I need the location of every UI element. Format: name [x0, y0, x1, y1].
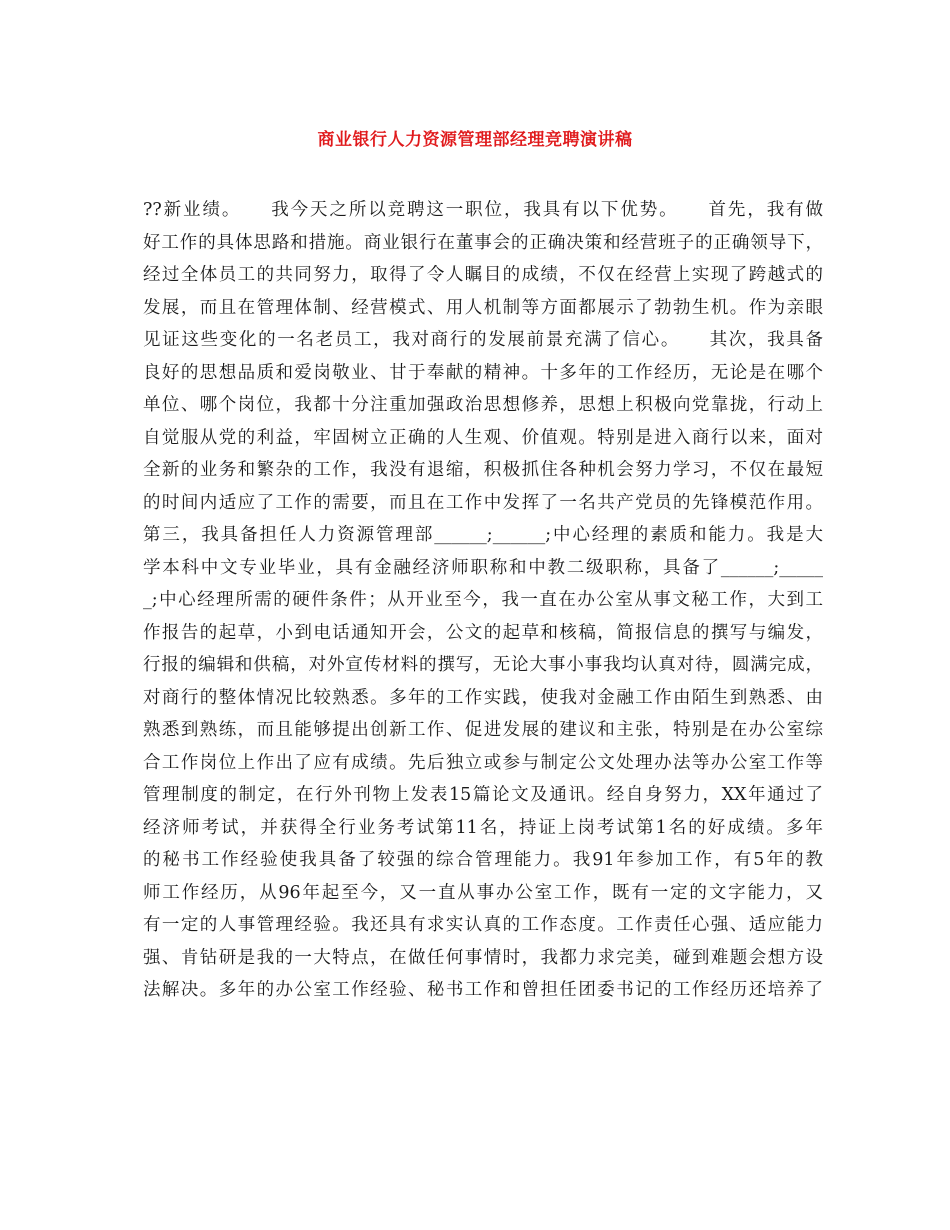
body-line: 单位、哪个岗位，我都十分注重加强政治思想修养，思想上积极向党靠拢，行动上: [143, 395, 823, 415]
body-line: 管理制度的制定，在行外刊物上发表15篇论文及通讯。经自身努力，XX年通过了: [143, 785, 823, 805]
body-line: 强、肯钻研是我的一大特点，在做任何事情时，我都力求完美，碰到难题会想方设: [143, 947, 823, 968]
document-title: 商业银行人力资源管理部经理竞聘演讲稿: [317, 130, 633, 150]
body-line: 合工作岗位上作出了应有成绩。先后独立或参与制定公文处理办法等办公室工作等: [143, 752, 823, 773]
body-line: 的时间内适应了工作的需要，而且在工作中发挥了一名共产党员的先锋模范作用。: [143, 492, 823, 513]
body-line: 法解决。多年的办公室工作经验、秘书工作和曾担任团委书记的工作经历还培养了: [143, 980, 823, 1000]
body-line: _;中心经理所需的硬件条件；从开业至今，我一直在办公室从事文秘工作，大到工: [143, 590, 823, 610]
body-line: 对商行的整体情况比较熟悉。多年的工作实践，使我对金融工作由陌生到熟悉、由: [143, 687, 823, 708]
document-body: [143, 194, 823, 1007]
body-line: 熟悉到熟练，而且能够提出创新工作、促进发展的建议和主张，特别是在办公室综: [143, 720, 823, 740]
body-line: 学本科中文专业毕业，具有金融经济师职称和中教二级职称，具备了______;_____: [143, 557, 823, 578]
body-line: 好工作的具体思路和措施。商业银行在董事会的正确决策和经营班子的正确领导下，: [143, 232, 823, 253]
body-line: ??新业绩。 我今天之所以竞聘这一职位，我具有以下优势。 首先，我有做: [143, 200, 823, 220]
body-line: 有一定的人事管理经验。我还具有求实认真的工作态度。工作责任心强、适应能力: [143, 915, 823, 935]
body-line: 发展，而且在管理体制、经营模式、用人机制等方面都展示了勃勃生机。作为亲眼: [143, 297, 823, 318]
body-line: 经济师考试，并获得全行业务考试第11名，持证上岗考试第1名的好成绩。多年: [143, 817, 823, 838]
body-line: 作报告的起草，小到电话通知开会，公文的起草和核稿，简报信息的撰写与编发，: [143, 622, 823, 643]
body-line: 良好的思想品质和爱岗敬业、甘于奉献的精神。十多年的工作经历，无论是在哪个: [143, 362, 823, 383]
body-line: 第三，我具备担任人力资源管理部______;______;中心经理的素质和能力。我是大: [143, 525, 823, 545]
body-line: 自觉服从党的利益，牢固树立正确的人生观、价值观。特别是进入商行以来，面对: [143, 427, 823, 448]
body-line: 见证这些变化的一名老员工，我对商行的发展前景充满了信心。 其次，我具备: [143, 330, 823, 350]
body-line: 师工作经历，从96年起至今，又一直从事办公室工作，既有一定的文字能力，又: [143, 882, 823, 903]
body-line: 行报的编辑和供稿，对外宣传材料的撰写，无论大事小事我均认真对待，圆满完成，: [143, 655, 823, 675]
body-line: 的秘书工作经验使我具备了较强的综合管理能力。我91年参加工作，有5年的教: [143, 850, 823, 870]
body-line: 经过全体员工的共同努力，取得了令人瞩目的成绩，不仅在经营上实现了跨越式的: [143, 265, 823, 285]
body-line: 全新的业务和繁杂的工作，我没有退缩，积极抓住各种机会努力学习，不仅在最短: [143, 460, 823, 480]
